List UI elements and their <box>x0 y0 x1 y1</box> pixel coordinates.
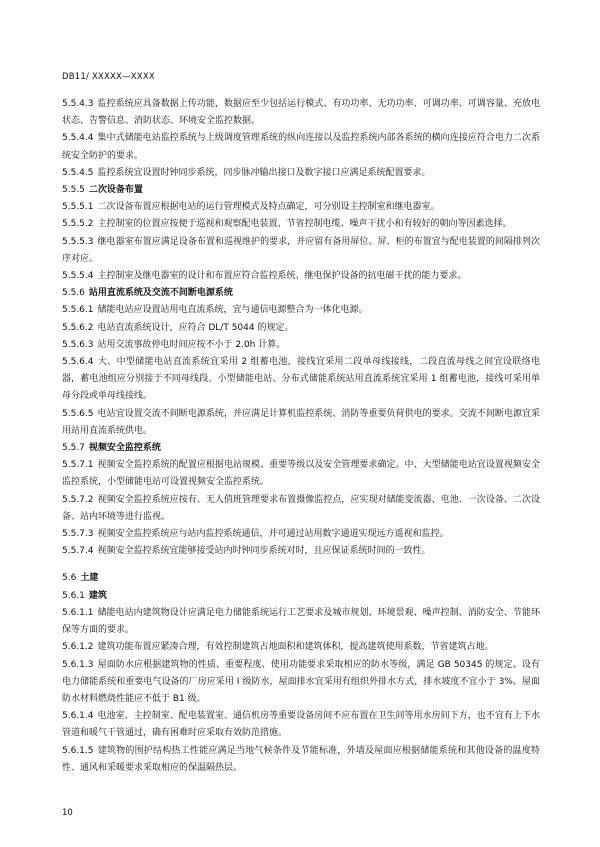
clause-paragraph <box>62 337 540 354</box>
clause-number: 5.5.7.4 <box>62 546 94 557</box>
clause-text: 监控系统宜设置时钟同步系统，同步脉冲输出接口及数字接口应满足系统配置要求。 <box>97 167 431 178</box>
clause-number: 5.5.6 <box>62 288 85 299</box>
clause-paragraph <box>62 96 540 130</box>
clause-paragraph <box>62 234 540 268</box>
clause-number: 5.5.5 <box>62 185 85 196</box>
clause-text: 建筑功能布置应紧凑合理，有效控制建筑占地面积和建筑体积，提高建筑使用系数，节省建筑占地。 <box>97 642 494 653</box>
clause-text: 大、中型储能电站直流系统宜采用 2 组蓄电池，接线宜采用二段单母线接线，二段直流母线之间宜设联络电器，蓄电池组应分别接于不同母线段。小型储能电站、分布式储能系统站用直流系统宜采用 1 组蓄电池，接线可采用单母分段或单母线接线。 <box>62 357 540 402</box>
clause-text: 电池室、主控制室、配电装置室、通信机房等重要设备房间不应布置在卫生间等用水房间下方，也不宜有上下水管道和暖气干管通过，确有困难时应采取有效防范措施。 <box>62 711 540 739</box>
clause-paragraph <box>62 526 540 543</box>
clause-paragraph <box>62 708 540 742</box>
section-heading <box>62 285 540 302</box>
clause-text: 集中式储能电站监控系统与上级调度管理系统的纵向连接以及监控系统内部各系统的横向连接应符合电力二次系统安全防护的要求。 <box>62 133 540 161</box>
clause-paragraph <box>62 406 540 440</box>
clause-number: 5.5.5.2 <box>62 219 94 230</box>
clause-number: 5.6.1.4 <box>62 711 94 722</box>
clause-text: 视频安全监控系统 <box>88 443 161 454</box>
document-id-header: DB11/ XXXXX—XXXX <box>62 72 155 82</box>
section-heading <box>62 182 540 199</box>
clause-number: 5.5.5.4 <box>62 271 94 282</box>
clause-paragraph <box>62 657 540 709</box>
clause-number: 5.6 <box>62 573 77 584</box>
clause-number: 5.5.7 <box>62 443 85 454</box>
clause-paragraph <box>62 354 540 406</box>
clause-number: 5.6.1 <box>62 590 85 601</box>
clause-text: 储能电站应设置站用电直流系统，宜与通信电源整合为一体化电源。 <box>97 305 368 316</box>
clause-text: 建筑 <box>88 590 107 601</box>
clause-number: 5.5.7.3 <box>62 529 94 540</box>
clause-text: 视频安全监控系统应按有、无人值班管理要求布置摄像监控点，应实现对储能变流器、电池、一次设备、二次设备、站内环境等进行监视。 <box>62 494 540 522</box>
clause-number: 5.5.4.5 <box>62 167 94 178</box>
clause-paragraph <box>62 743 540 777</box>
section-heading <box>62 440 540 457</box>
clause-paragraph <box>62 165 540 182</box>
clause-text: 监控系统应具备数据上传功能，数据应至少包括运行模式、有功功率、无功功率、可调功率、可调容量、充放电状态、告警信息、消防状态、环境安全监控数据。 <box>62 99 540 127</box>
document-body <box>62 96 540 777</box>
clause-number: 5.6.1.1 <box>62 607 94 618</box>
clause-text: 屋面防水应根据建筑物的性质、重要程度、使用功能要求采取相应的防水等级，满足 GB 50345 的规定。设有电力储能系统和重要电气设备的厂房应采用 I 级防水，屋面排水宜采用有组织外排水方式，排水坡度不宜小于 3%。屋面防水材料燃烧性能应不低于 B1 级。 <box>62 659 540 704</box>
clause-text: 电站宜设置交流不间断电源系统，并应满足计算机监控系统、消防等重要负荷供电的要求。交流不间断电源宜采用站用直流系统供电。 <box>62 408 540 436</box>
clause-text: 视频安全监控系统宜能够接受站内时钟同步系统对时，且应保证系统时间的一致性。 <box>97 546 431 557</box>
clause-text: 主控制室及继电器室的设计和布置应符合监控系统、继电保护设备的抗电磁干扰的能力要求。 <box>97 271 467 282</box>
clause-number: 5.6.1.2 <box>62 642 94 653</box>
clause-text: 建筑物的围护结构热工性能应满足当地气候条件及节能标准，外墙及屋面应根据储能系统和其他设备的温度特性、通风和采暖要求采取相应的保温隔热层。 <box>62 745 540 773</box>
clause-number: 5.5.5.1 <box>62 202 94 213</box>
clause-text: 二次设备布置应根据电站的运行管理模式及特点确定，可分别设主控制室和继电器室。 <box>97 202 440 213</box>
clause-number: 5.5.6.3 <box>62 339 94 350</box>
clause-text: 继电器室布置应满足设备布置和巡视维护的要求，并应留有备用屏位。屏、柜的布置宜与配电装置的间隔排列次序对应。 <box>62 236 540 264</box>
clause-number: 5.6.1.5 <box>62 745 94 756</box>
clause-number: 5.5.4.4 <box>62 133 94 144</box>
clause-number: 5.5.7.1 <box>62 460 94 471</box>
clause-text: 站用直流系统及交流不间断电源系统 <box>88 288 233 299</box>
clause-paragraph <box>62 199 540 216</box>
clause-text: 站用交流事故停电时间应按不小于 2.0h 计算。 <box>97 339 286 350</box>
clause-paragraph <box>62 605 540 639</box>
clause-number: 5.6.1.3 <box>62 659 94 670</box>
clause-text: 土建 <box>80 573 99 584</box>
page-number: 10 <box>62 808 73 818</box>
clause-paragraph <box>62 302 540 319</box>
clause-number: 5.5.6.4 <box>62 357 94 368</box>
clause-paragraph <box>62 492 540 526</box>
clause-paragraph <box>62 457 540 491</box>
clause-paragraph <box>62 130 540 164</box>
section-gap <box>62 560 540 570</box>
clause-text: 电站直流系统设计，应符合 DL/T 5044 的规定。 <box>97 322 294 333</box>
clause-number: 5.5.6.5 <box>62 408 94 419</box>
clause-number: 5.5.6.1 <box>62 305 94 316</box>
clause-text: 储能电站内建筑物设计应满足电力储能系统运行工艺要求及城市规划、环境景观、噪声控制、消防安全、节能环保等方面的要求。 <box>62 607 540 636</box>
clause-text: 视频安全监控系统的配置应根据电站规模、重要等级以及安全管理要求确定。中、大型储能电站宜设置视频安全监控系统，小型储能电站可设置视频安全监控系统。 <box>62 460 540 488</box>
clause-number: 5.5.5.3 <box>62 236 94 247</box>
clause-paragraph <box>62 320 540 337</box>
clause-paragraph <box>62 216 540 233</box>
clause-text: 主控制室的位置应按便于巡视和观察配电装置、节省控制电缆、噪声干扰小和有较好的朝向等因素选择。 <box>97 219 512 230</box>
clause-paragraph <box>62 543 540 560</box>
section-heading <box>62 570 540 587</box>
clause-number: 5.5.4.3 <box>62 99 94 109</box>
clause-text: 二次设备布置 <box>88 185 143 196</box>
clause-number: 5.5.7.2 <box>62 494 94 505</box>
clause-paragraph <box>62 268 540 285</box>
clause-text: 视频安全监控系统应与站内监控系统通信，并可通过站用数字通道实现远方遥视和监控。 <box>97 529 449 540</box>
section-heading <box>62 588 540 605</box>
clause-paragraph <box>62 639 540 656</box>
clause-number: 5.5.6.2 <box>62 322 94 333</box>
